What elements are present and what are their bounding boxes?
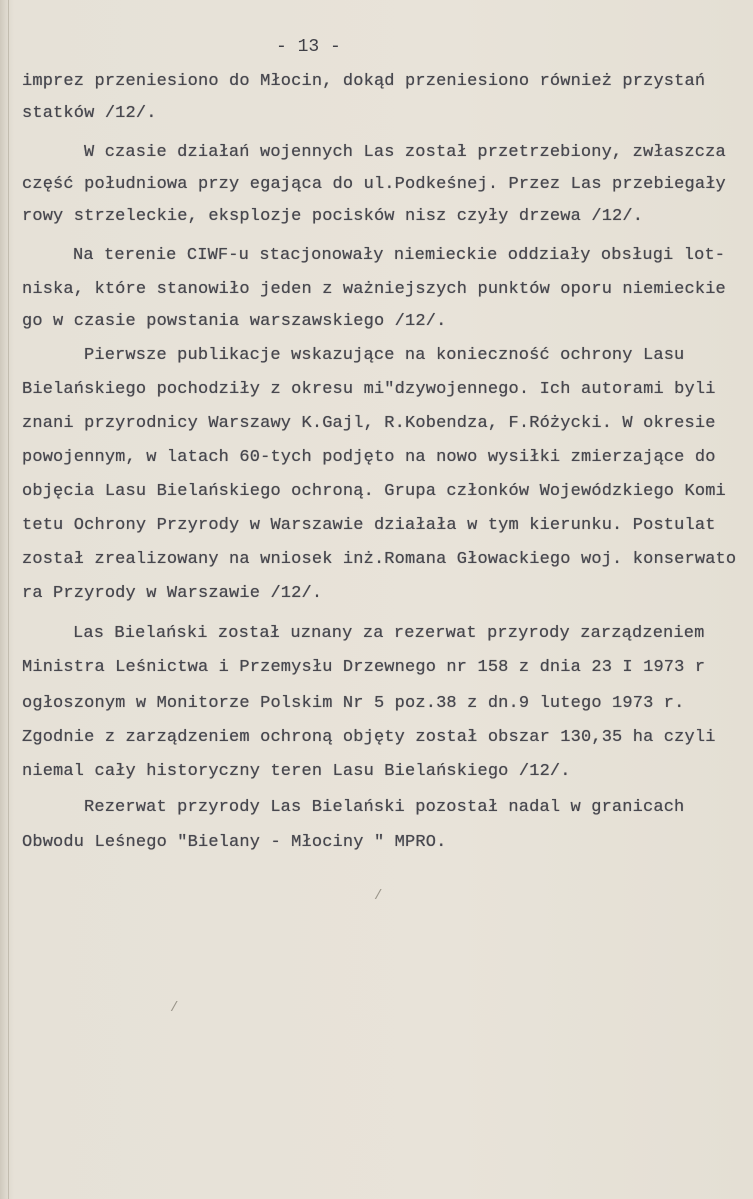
paper-scratch-mark: / (374, 888, 383, 904)
paper-scratch-mark: / (170, 1000, 179, 1016)
text-line: Bielańskiego pochodziły z okresu mi"dzywojennego. Ich autorami byli (22, 380, 716, 399)
text-line: powojennym, w latach 60-tych podjęto na nowo wysiłki zmierzające do (22, 448, 716, 467)
text-line: Rezerwat przyrody Las Bielański pozostał nadal w granicach (84, 798, 685, 817)
text-line: ogłoszonym w Monitorze Polskim Nr 5 poz.38 z dn.9 lutego 1973 r. (22, 694, 685, 713)
text-line: statków /12/. (22, 104, 157, 123)
page-number: - 13 - (276, 37, 341, 57)
text-line: niska, które stanowiło jeden z ważniejszych punktów oporu niemieckie (22, 280, 726, 299)
text-line: W czasie działań wojennych Las został przetrzebiony, zwłaszcza (84, 143, 726, 162)
text-line: Ministra Leśnictwa i Przemysłu Drzewnego nr 158 z dnia 23 I 1973 r (22, 658, 706, 677)
text-line: został zrealizowany na wniosek inż.Romana Głowackiego woj. konserwato (22, 550, 737, 569)
text-line: Pierwsze publikacje wskazujące na konieczność ochrony Lasu (84, 346, 685, 365)
text-line: Zgodnie z zarządzeniem ochroną objęty został obszar 130,35 ha czyli (22, 728, 716, 747)
text-line: imprez przeniesiono do Młocin, dokąd przeniesiono również przystań (22, 72, 706, 91)
text-line: go w czasie powstania warszawskiego /12/. (22, 312, 447, 331)
text-line: znani przyrodnicy Warszawy K.Gajl, R.Kobendza, F.Różycki. W okresie (22, 414, 716, 433)
text-line: niemal cały historyczny teren Lasu Bielańskiego /12/. (22, 762, 571, 781)
text-line: ra Przyrody w Warszawie /12/. (22, 584, 323, 603)
text-line: objęcia Lasu Bielańskiego ochroną. Grupa członków Wojewódzkiego Komi (22, 482, 726, 501)
text-line: Na terenie CIWF-u stacjonowały niemieckie oddziały obsługi lot- (73, 246, 726, 265)
text-line: Las Bielański został uznany za rezerwat przyrody zarządzeniem (73, 624, 705, 643)
page-edge (8, 0, 9, 1199)
text-line: tetu Ochrony Przyrody w Warszawie działała w tym kierunku. Postulat (22, 516, 716, 535)
text-line: rowy strzeleckie, eksplozje pocisków nisz czyły drzewa /12/. (22, 207, 644, 226)
text-line: część południowa przy egająca do ul.Podkeśnej. Przez Las przebiegały (22, 175, 726, 194)
text-line: Obwodu Leśnego "Bielany - Młociny " MPRO. (22, 833, 447, 852)
